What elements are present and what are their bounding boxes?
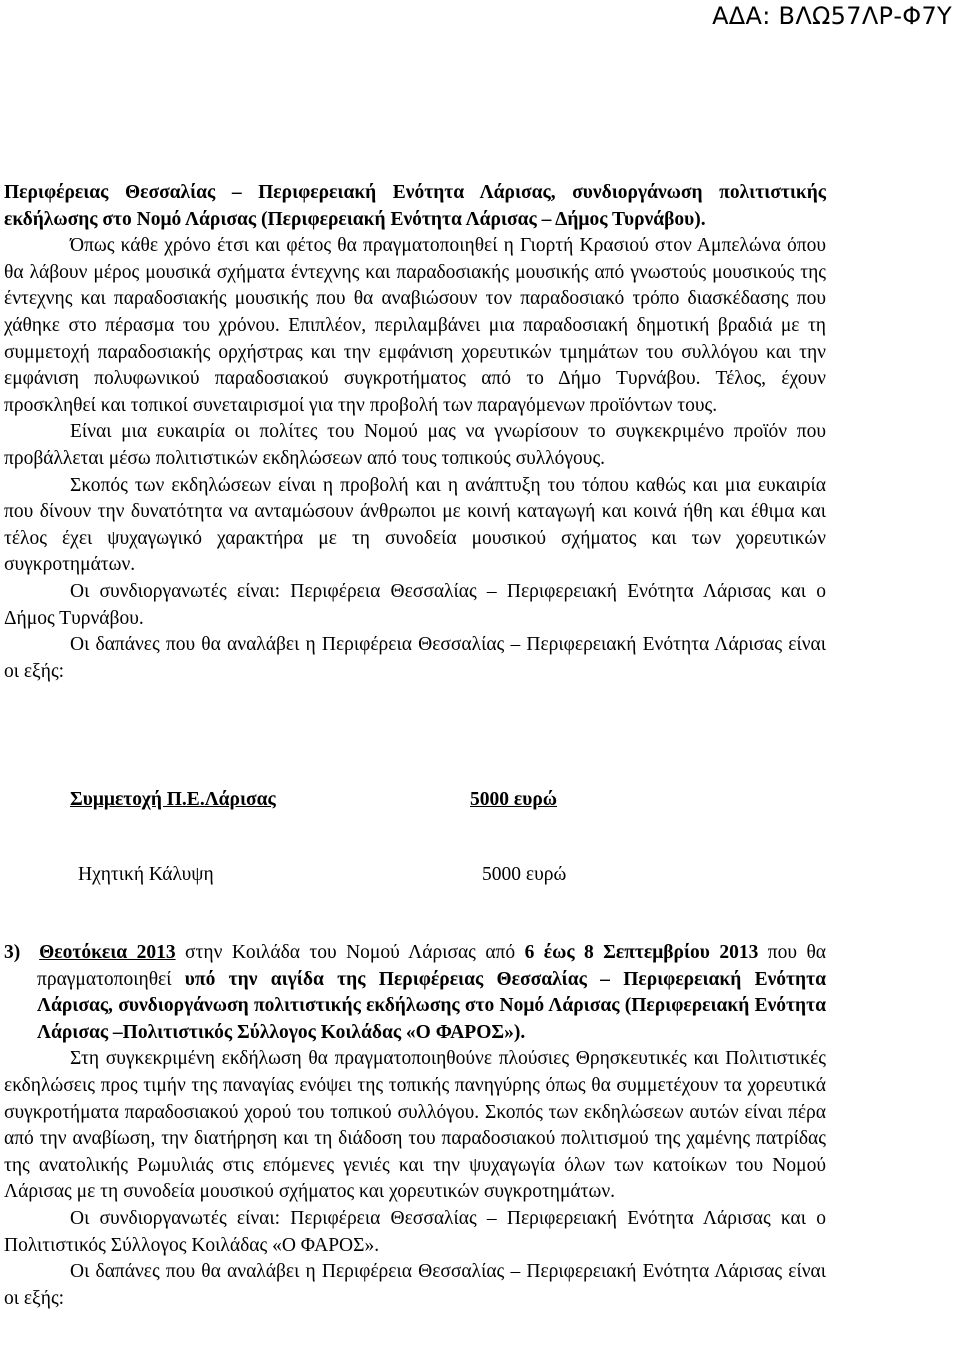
section-3-text-a: στην Κοιλάδα του Νομού Λάρισας από bbox=[175, 942, 525, 963]
section-3-number: 3) bbox=[4, 942, 21, 963]
document-body bbox=[4, 180, 826, 685]
section-3-paragraph-events: Στη συγκεκριμένη εκδήλωση θα πραγματοποιηθούνε πλούσιες Θρησκευτικές και Πολιτιστικές εκδηλώσεις προς τιμήν της παναγίας ενόψει της τοπικής πανηγύρης όπως θα συμμετέχουν τα χορευτικά συγκροτήματα παραδοσιακού χορού του τοπικού συλλόγου. Σκοπός των εκδηλώσεων αυτών είναι πέρα από την αναβίωση, την διατήρηση και τη διάδοση του παραδοσιακού πολιτισμού της χαμένης πατρίδας της ανατολικής Ρωμυλιάς στις επόμενες γενιές και την ψυχαγωγία όλων των κατοίκων του Νομού Λάρισας με τη συνοδεία μουσικού σχήματος και χορευτικών συγκροτημάτων. bbox=[4, 1048, 826, 1203]
paragraph-expenses: Οι δαπάνες που θα αναλάβει η Περιφέρεια Θεσσαλίας – Περιφερειακή Ενότητα Λάρισας είναι οι εξής: bbox=[4, 634, 826, 682]
paragraph-wine-festival: Όπως κάθε χρόνο έτσι και φέτος θα πραγματοποιηθεί η Γιορτή Κρασιού στον Αμπελώνα όπου θα λάβουν μέρος μουσικά σχήματα έντεχνης και παραδοσιακής μουσικής από γνωστούς μουσικούς της έντεχνης και παραδοσιακής μουσικής που θα αναβιώσουν τον παραδοσιακό τρόπο διασκέδασης που χάθηκε στο πέρασμα του χρόνου. Επιπλέον, περιλαμβάνει μια παραδοσιακή δημοτική βραδιά με τη συμμετοχή παραδοσιακής ορχήστρας και την εμφάνιση χορευτικών τμημάτων του συλλόγου και την εμφάνιση πολυφωνικού παραδοσιακού συγκροτήματος από το Δήμο Τυρνάβου. Τέλος, έχουν προσκληθεί και τοπικοί συνεταιρισμοί για την προβολή των παραγόμενων προϊόντων τους. bbox=[4, 235, 826, 416]
section-3-heading bbox=[4, 940, 826, 1046]
paragraph-coorganizers: Οι συνδιοργανωτές είναι: Περιφέρεια Θεσσαλίας – Περιφερειακή Ενότητα Λάρισας και ο Δήμος Τυρνάβου. bbox=[4, 580, 826, 629]
paragraph-purpose: Σκοπός των εκδηλώσεων είναι η προβολή και η ανάπτυξη του τόπου καθώς και μια ευκαιρία που δίνουν την δυνατότητα να ανταμώσουν άνθρωποι με κοινή καταγωγή και κοινά ήθη και έθιμα και τέλος έχει ψυχαγωγικό χαρακτήρα με τη συνοδεία μουσικού σχήματος και των χορευτικών συγκροτημάτων. bbox=[4, 474, 826, 576]
ada-code: ΑΔΑ: ΒΛΩ57ΛΡ-Φ7Υ bbox=[712, 2, 952, 30]
section-3-title: Θεοτόκεια 2013 bbox=[39, 942, 176, 963]
paragraph-opportunity: Είναι μια ευκαιρία οι πολίτες του Νομού μας να γνωρίσουν το συγκεκριμένο προϊόν που προβάλλεται μέσω πολιτιστικών εκδηλώσεων από τους τοπικούς συλλόγους. bbox=[4, 421, 826, 469]
section-3-paragraph-expenses: Οι δαπάνες που θα αναλάβει η Περιφέρεια Θεσσαλίας – Περιφερειακή Ενότητα Λάρισας είναι οι εξής: bbox=[4, 1261, 826, 1309]
section-3-paragraph-coorganizers: Οι συνδιοργανωτές είναι: Περιφέρεια Θεσσαλίας – Περιφερειακή Ενότητα Λάρισας και ο Πολιτιστικός Σύλλογος Κοιλάδας «Ο ΦΑΡΟΣ». bbox=[4, 1207, 826, 1256]
cost-item-value: 5000 ευρώ bbox=[482, 864, 567, 885]
cost-item-row bbox=[78, 862, 566, 888]
section-3-dates: 6 έως 8 Σεπτεμβρίου 2013 bbox=[524, 942, 759, 963]
section-3 bbox=[4, 940, 826, 1312]
section-3-bold-rest: υπό την αιγίδα της Περιφέρειας Θεσσαλίας – Περιφερειακή Ενότητα Λάρισας, συνδιοργάνωση πολιτιστικής εκδήλωσης στο Νομό Λάρισας (Περιφερειακή Ενότητα Λάρισας –Πολιτιστικός Σύλλογος Κοιλάδας «Ο ΦΑΡΟΣ»). bbox=[37, 968, 826, 1043]
cost-total-label: Συμμετοχή Π.Ε.Λάρισας bbox=[70, 789, 276, 810]
cost-item-label: Ηχητική Κάλυψη bbox=[78, 864, 214, 885]
cost-total-value: 5000 ευρώ bbox=[470, 789, 558, 810]
cost-total-row bbox=[70, 787, 557, 813]
section-3-text-b: που θα πραγματοποιηθεί bbox=[37, 942, 827, 990]
section-intro: Περιφέρειας Θεσσαλίας – Περιφερειακή Ενότητα Λάρισας, συνδιοργάνωση πολιτιστικής εκδήλωσης στο Νομό Λάρισας (Περιφερειακή Ενότητα Λάρισας – Δήμος Τυρνάβου). bbox=[4, 182, 826, 230]
